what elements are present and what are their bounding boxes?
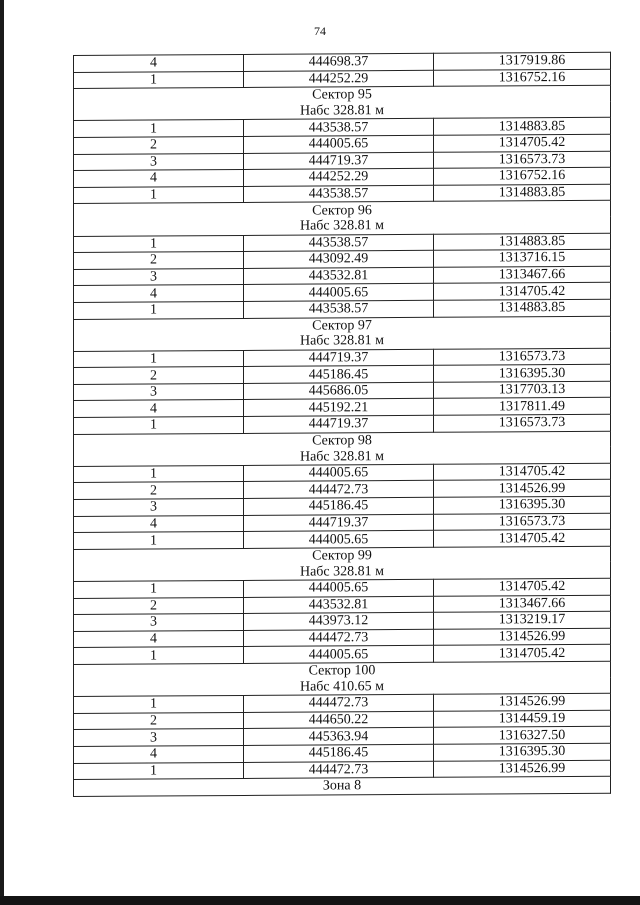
- x-coordinate: 444005.65: [244, 135, 434, 153]
- point-number: 2: [74, 712, 244, 730]
- point-number: 1: [74, 120, 244, 138]
- section-height: Набс 328.81 м: [74, 217, 611, 236]
- x-coordinate: 445363.94: [244, 728, 434, 746]
- y-coordinate: 1316752.16: [434, 167, 611, 185]
- x-coordinate: 443532.81: [244, 267, 434, 285]
- point-number: 1: [74, 350, 244, 368]
- x-coordinate: 444472.73: [244, 694, 434, 712]
- point-number: 2: [74, 136, 244, 154]
- x-coordinate: 445686.05: [244, 382, 434, 400]
- y-coordinate: 1317811.49: [434, 398, 611, 416]
- point-number: 4: [74, 400, 244, 418]
- point-number: 3: [74, 268, 244, 286]
- y-coordinate: 1317703.13: [434, 381, 611, 399]
- y-coordinate: 1314883.85: [434, 184, 611, 202]
- x-coordinate: 444719.37: [244, 415, 434, 433]
- point-number: 1: [74, 532, 244, 550]
- y-coordinate: 1314705.42: [434, 578, 611, 596]
- coordinates-table: [73, 52, 611, 797]
- scan-bottom-edge: [0, 896, 640, 905]
- point-number: 4: [74, 515, 244, 533]
- coordinates-table-body: [74, 52, 611, 796]
- x-coordinate: 444472.73: [244, 481, 434, 499]
- point-number: 1: [74, 301, 244, 319]
- section-height: Набс 410.65 м: [74, 677, 611, 696]
- section-title: Зона 8: [74, 776, 611, 796]
- point-number: 4: [74, 630, 244, 648]
- y-coordinate: 1316395.30: [434, 743, 611, 761]
- x-coordinate: 444252.29: [244, 168, 434, 186]
- point-number: 4: [74, 54, 244, 72]
- section-header-row: [74, 776, 611, 796]
- x-coordinate: 444005.65: [244, 646, 434, 664]
- x-coordinate: 445186.45: [244, 744, 434, 762]
- x-coordinate: 444252.29: [244, 70, 434, 88]
- point-number: 1: [74, 71, 244, 89]
- section-height: Набс 328.81 м: [74, 562, 611, 581]
- x-coordinate: 443538.57: [244, 185, 434, 203]
- y-coordinate: 1316395.30: [434, 496, 611, 514]
- point-number: 1: [74, 186, 244, 204]
- point-number: 2: [74, 367, 244, 385]
- section-title: Сектор 98: [74, 431, 611, 450]
- y-coordinate: 1314705.42: [434, 463, 611, 481]
- x-coordinate: 443538.57: [244, 119, 434, 137]
- scan-left-edge: [0, 0, 4, 905]
- x-coordinate: 444005.65: [244, 579, 434, 597]
- point-number: 1: [74, 580, 244, 598]
- section-title: Сектор 97: [74, 316, 611, 335]
- y-coordinate: 1316573.73: [434, 348, 611, 366]
- y-coordinate: 1314526.99: [434, 760, 611, 778]
- x-coordinate: 444005.65: [244, 464, 434, 482]
- page-number: 74: [314, 24, 326, 38]
- x-coordinate: 443092.49: [244, 250, 434, 268]
- point-number: 1: [74, 647, 244, 665]
- x-coordinate: 444005.65: [244, 531, 434, 549]
- y-coordinate: 1314526.99: [434, 693, 611, 711]
- y-coordinate: 1316573.73: [434, 151, 611, 169]
- point-number: 3: [74, 729, 244, 747]
- point-number: 4: [74, 745, 244, 763]
- y-coordinate: 1313716.15: [434, 249, 611, 267]
- x-coordinate: 444719.37: [244, 349, 434, 367]
- y-coordinate: 1316395.30: [434, 364, 611, 382]
- y-coordinate: 1313467.66: [434, 595, 611, 613]
- point-number: 2: [74, 482, 244, 500]
- y-coordinate: 1313219.17: [434, 611, 611, 629]
- y-coordinate: 1314705.42: [434, 283, 611, 301]
- x-coordinate: 444472.73: [244, 761, 434, 779]
- y-coordinate: 1314883.85: [434, 299, 611, 317]
- point-number: 3: [74, 153, 244, 171]
- point-number: 1: [74, 417, 244, 435]
- section-title: Сектор 95: [74, 85, 611, 104]
- point-number: 1: [74, 762, 244, 780]
- y-coordinate: 1316573.73: [434, 414, 611, 432]
- section-title: Сектор 100: [74, 661, 611, 680]
- y-coordinate: 1314705.42: [434, 645, 611, 663]
- point-number: 4: [74, 170, 244, 188]
- x-coordinate: 445192.21: [244, 399, 434, 417]
- y-coordinate: 1314705.42: [434, 529, 611, 547]
- y-coordinate: 1313467.66: [434, 266, 611, 284]
- y-coordinate: 1314526.99: [434, 628, 611, 646]
- point-number: 4: [74, 285, 244, 303]
- point-number: 2: [74, 597, 244, 615]
- x-coordinate: 443538.57: [244, 234, 434, 252]
- x-coordinate: 443973.12: [244, 612, 434, 630]
- y-coordinate: 1314526.99: [434, 480, 611, 498]
- x-coordinate: 444472.73: [244, 629, 434, 647]
- y-coordinate: 1314705.42: [434, 134, 611, 152]
- y-coordinate: 1314459.19: [434, 710, 611, 728]
- y-coordinate: 1314883.85: [434, 233, 611, 251]
- point-number: 1: [74, 235, 244, 253]
- y-coordinate: 1316752.16: [434, 69, 611, 87]
- x-coordinate: 444650.22: [244, 711, 434, 729]
- x-coordinate: 444719.37: [244, 514, 434, 532]
- section-title: Сектор 99: [74, 546, 611, 565]
- point-number: 1: [74, 696, 244, 714]
- point-number: 3: [74, 498, 244, 516]
- x-coordinate: 443532.81: [244, 596, 434, 614]
- x-coordinate: 443538.57: [244, 300, 434, 318]
- y-coordinate: 1314883.85: [434, 118, 611, 136]
- x-coordinate: 444719.37: [244, 152, 434, 170]
- section-height: Набс 328.81 м: [74, 332, 611, 351]
- y-coordinate: 1316573.73: [434, 513, 611, 531]
- point-number: 3: [74, 383, 244, 401]
- x-coordinate: 445186.45: [244, 366, 434, 384]
- y-coordinate: 1317919.86: [434, 52, 611, 70]
- point-number: 1: [74, 465, 244, 483]
- x-coordinate: 445186.45: [244, 497, 434, 515]
- x-coordinate: 444005.65: [244, 284, 434, 302]
- y-coordinate: 1316327.50: [434, 727, 611, 745]
- section-height: Набс 328.81 м: [74, 101, 611, 120]
- point-number: 2: [74, 252, 244, 270]
- section-height: Набс 328.81 м: [74, 447, 611, 466]
- section-title: Сектор 96: [74, 201, 611, 220]
- point-number: 3: [74, 614, 244, 632]
- x-coordinate: 444698.37: [244, 53, 434, 71]
